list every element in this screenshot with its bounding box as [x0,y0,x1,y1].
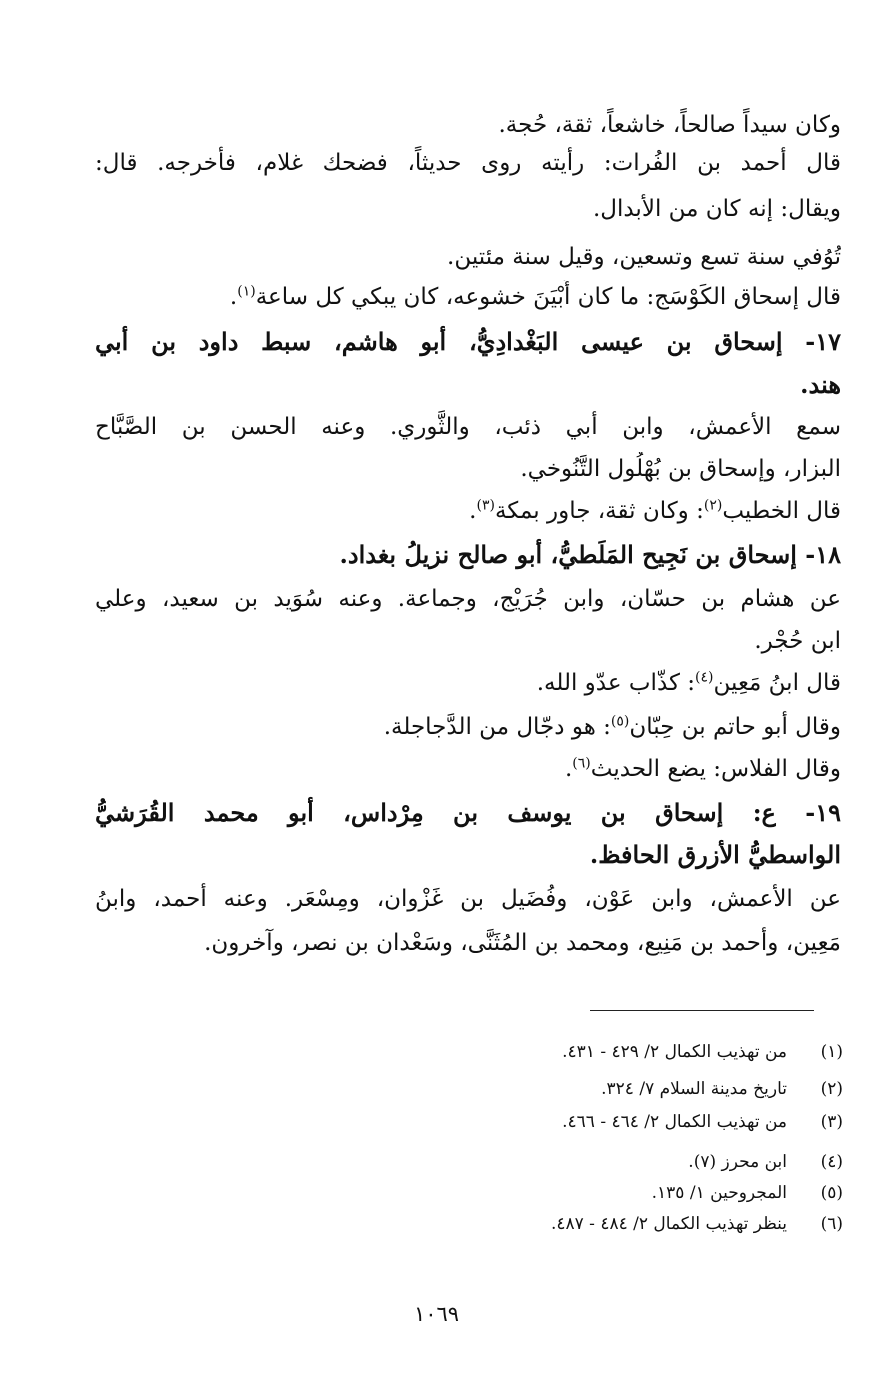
footnote-ref: (٦) [572,755,591,772]
text-line [95,108,841,142]
entry-heading-line [95,538,841,572]
text-span: قال ابنُ مَعِين [713,670,841,696]
text-line [95,624,841,658]
footnote-ref: (١) [237,283,256,300]
footnote-number: (٥) [820,1183,843,1203]
footnote-ref: (٤) [695,669,714,686]
text-span: عن هشام بن حسّان، وابن جُرَيْج، وجماعة. وعنه سُوَيد بن سعيد، وعلي [95,586,841,612]
entry-heading-line [95,796,841,830]
text-span: وقال أبو حاتم بن حِبّان [629,714,841,740]
text-span: . [564,756,573,782]
text-span: ابن حُجْر. [754,628,841,654]
text-span: ١٩- ع: إسحاق بن يوسف بن مِرْداس، أبو محمد القُرَشيُّ [95,798,841,827]
text-span: ١٨- إسحاق بن نَجِيح المَلَطيُّ، أبو صالح نزيلُ بغداد. [339,540,841,569]
text-span: وقال الفلاس: يضع الحديث [590,756,841,782]
entry-heading-line [95,325,841,359]
text-span: مَعِين، وأحمد بن مَنِيع، ومحمد بن المُثَنَّى، وسَعْدان بن نصر، وآخرون. [204,930,841,956]
text-span: ويقال: إنه كان من الأبدال. [592,196,841,222]
footnote-ref: (٣) [476,497,495,514]
text-span: البزار، وإسحاق بن بُهْلُول التَّنُوخي. [520,456,841,482]
text-line [95,666,841,700]
text-span: الواسطيُّ الأزرق الحافظ. [589,840,841,869]
footnote-separator [590,1010,814,1011]
text-line [95,494,841,528]
text-span: قال أحمد بن الفُرات: رأيته روى حديثاً، فضحك غلام، فأخرجه. قال: [95,150,841,176]
text-span: : هو دجّال من الدَّجاجلة. [383,714,611,740]
text-line [95,752,841,786]
text-span: : وكان ثقة، جاور بمكة [494,498,704,524]
text-span: : كذّاب عدّو الله. [536,670,696,696]
text-line [95,452,841,486]
footnote [300,1212,843,1236]
text-span: هند. [800,370,841,399]
footnote [300,1150,843,1174]
text-span: تُوُفي سنة تسع وتسعين، وقيل سنة مئتين. [447,244,841,270]
text-line [95,882,841,916]
entry-heading-line [95,838,841,872]
footnote [300,1181,843,1205]
text-span: عن الأعمش، وابن عَوْن، وفُضَيل بن غَزْوان، ومِسْعَر. وعنه أحمد، وابنُ [95,886,841,912]
text-span: قال الخطيب [722,498,841,524]
footnote-text: ابن محرز (٧). [688,1152,787,1172]
text-line [95,280,841,314]
footnote [300,1110,843,1134]
text-line [95,410,841,444]
entry-heading-line [95,368,841,402]
text-line [95,582,841,616]
footnote-text: من تهذيب الكمال ٢/ ٤٦٤ - ٤٦٦. [562,1112,787,1132]
footnote-ref: (٢) [703,497,723,514]
text-span: قال إسحاق الكَوْسَج: ما كان أَبْيَنَ خشوعه، كان يبكي كل ساعة [255,284,841,310]
text-line [95,146,841,180]
footnote-number: (٦) [820,1214,843,1234]
footnote-number: (٢) [820,1079,843,1099]
text-span: . [469,498,477,524]
footnote-ref: (٥) [610,713,630,730]
footnote-text: المجروحين ١/ ١٣٥. [651,1183,787,1203]
page-number: ١٠٦٩ [413,1302,460,1326]
text-line [95,710,841,744]
text-span: . [229,284,238,310]
footnote-number: (١) [820,1042,843,1062]
text-span: وكان سيداً صالحاً، خاشعاً، ثقة، حُجة. [498,112,841,138]
footnote-text: من تهذيب الكمال ٢/ ٤٢٩ - ٤٣١. [562,1042,787,1062]
text-line [95,240,841,274]
footnote-number: (٣) [820,1112,843,1132]
text-line [95,192,841,226]
footnote [300,1040,843,1064]
text-span: سمع الأعمش، وابن أبي ذئب، والثَّوري. وعنه الحسن بن الصَّبَّاح [95,414,841,440]
text-span: ١٧- إسحاق بن عيسى البَغْدادِيُّ، أبو هاشم، سبط داود بن أبي [95,327,841,356]
text-line [95,926,841,960]
footnote-number: (٤) [820,1152,843,1172]
footnote-text: ينظر تهذيب الكمال ٢/ ٤٨٤ - ٤٨٧. [550,1214,787,1234]
footnote [300,1077,843,1101]
footnote-text: تاريخ مدينة السلام ٧/ ٣٢٤. [601,1079,787,1099]
